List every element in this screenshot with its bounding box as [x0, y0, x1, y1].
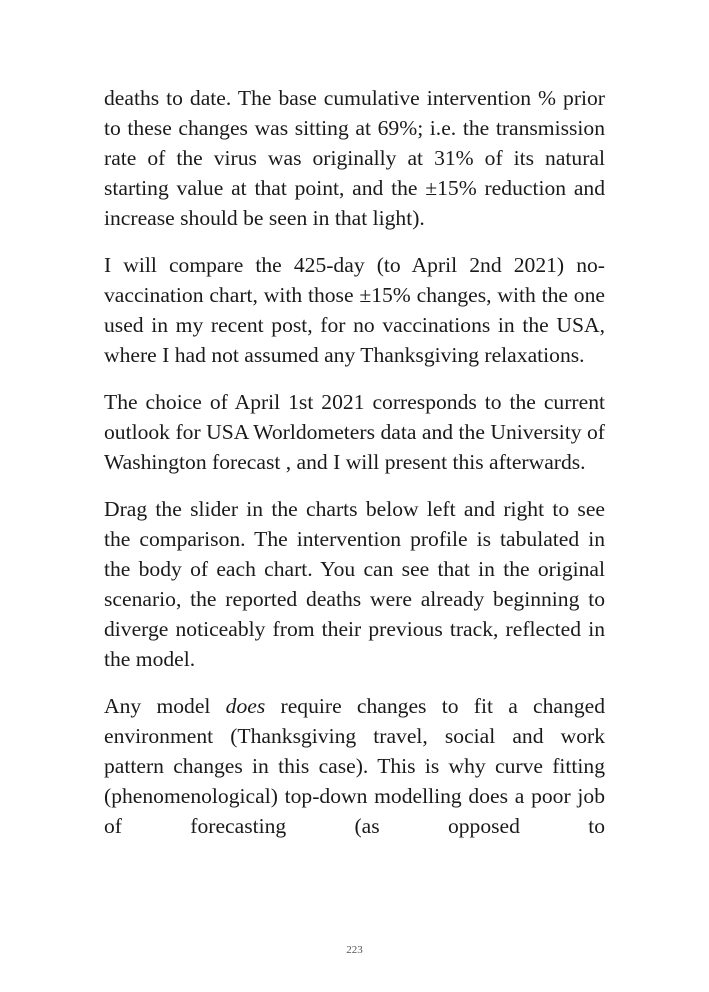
paragraph-4: Drag the slider in the charts below left and right to see the comparison. The intervention profile is tabulated in the body of each chart. You can see that in the original scenario, the reported deaths were already beginning to diverge noticeably from their previous track, reflected in the model.: [104, 497, 605, 671]
paragraph-5-start: Any model: [104, 694, 226, 718]
paragraph-5-rest: require changes to fit a changed environment (Thanksgiving travel, social and work pattern changes in this case). This is why curve fitting (phenomenological) top-down modelling does a poor job of forecasting (as opposed to: [104, 694, 605, 838]
page-body: [104, 83, 605, 858]
paragraph-2: I will compare the 425-day (to April 2nd 2021) no-vaccination chart, with those ±15% changes, with the one used in my recent post, for no vaccinations in the USA, where I had not assumed any Thanksgiving relaxations.: [104, 253, 605, 367]
page-number: 223: [346, 944, 363, 956]
paragraph-5-emphasis: does: [225, 694, 266, 718]
paragraph-1: deaths to date. The base cumulative intervention % prior to these changes was sitting at 69%; i.e. the transmission rate of the virus was originally at 31% of its natural starting value at that point, and the ±15% reduction and increase should be seen in that light).: [104, 86, 605, 230]
paragraph-3: The choice of April 1st 2021 corresponds to the current outlook for USA Worldometers data and the University of Washington forecast , and I will present this afterwards.: [104, 390, 605, 474]
paragraph-5: [104, 691, 605, 841]
